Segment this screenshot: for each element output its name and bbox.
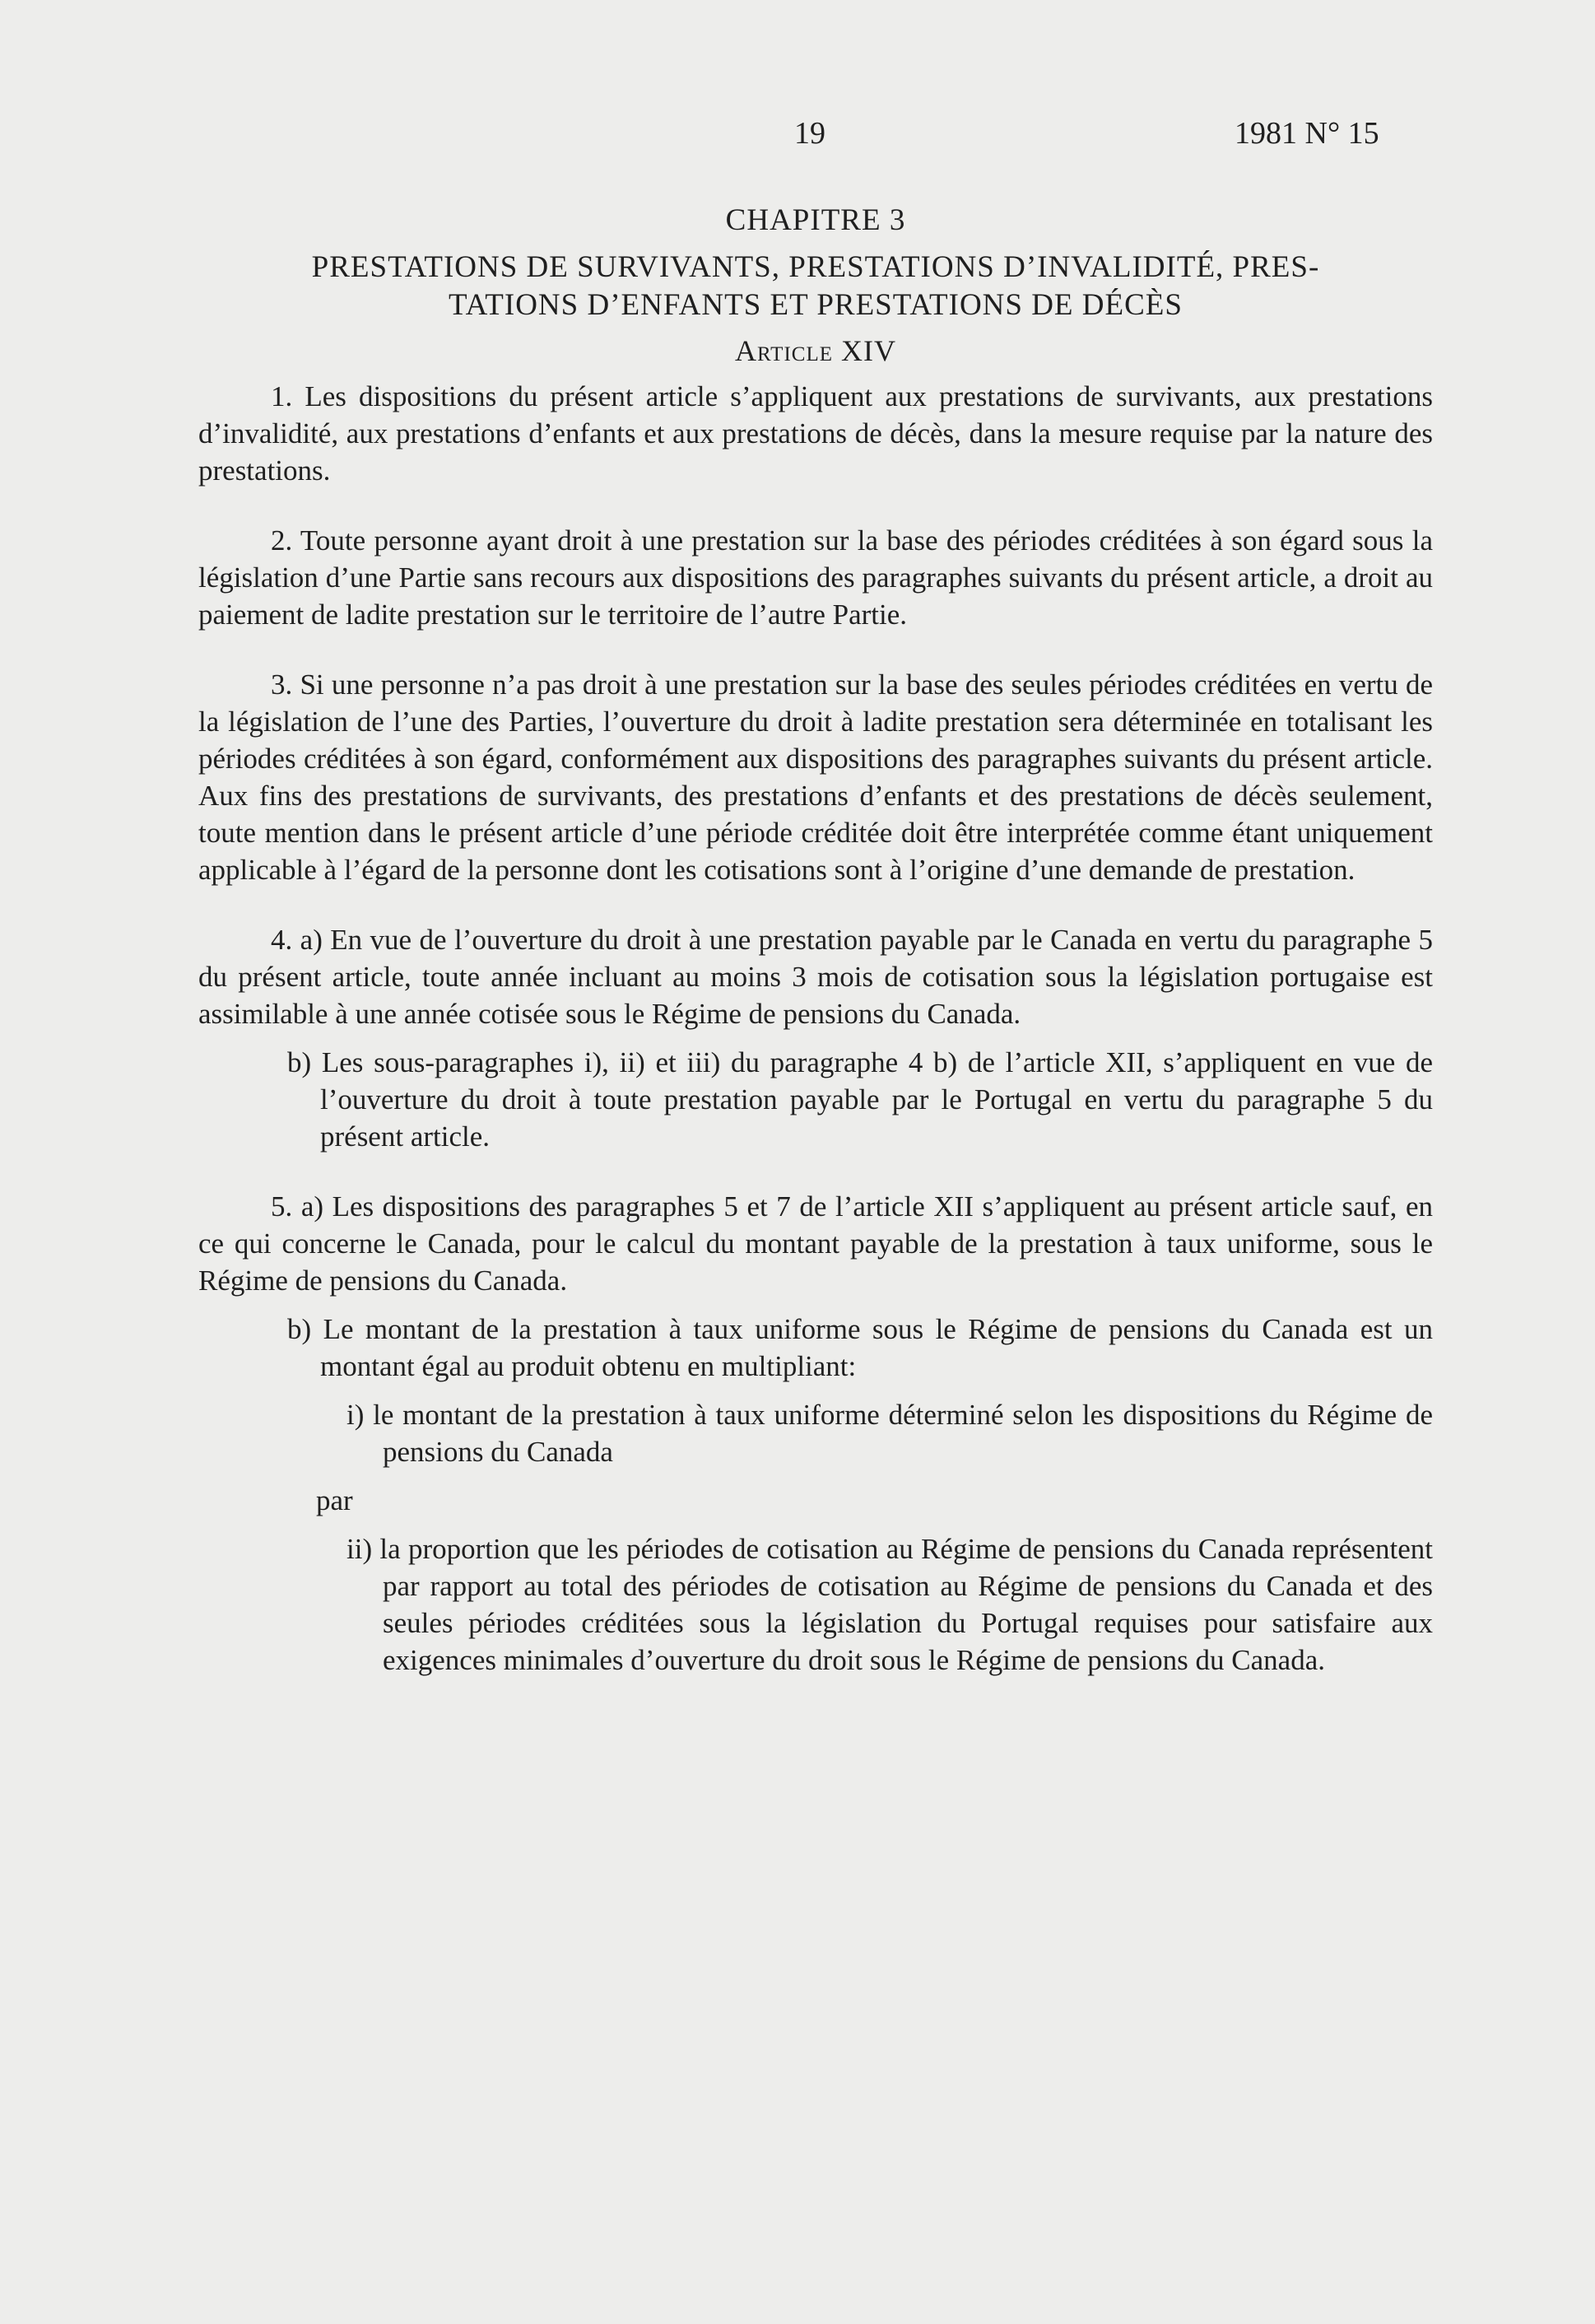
chapter-title-line: TATIONS D’ENFANTS ET PRESTATIONS DE DÉCÈS [449, 288, 1183, 322]
paragraph-4a: 4. a) En vue de l’ouverture du droit à une prestation payable par le Canada en vertu du paragraphe 5 du présent article, toute année incluant au moins 3 mois de cotisation sous la législation portugaise est assimilable à une année cotisée sous le Régime de pensions du Canada. [198, 924, 1433, 1030]
chapter-title [198, 249, 1433, 324]
paragraph-2: 2. Toute personne ayant droit à une prestation sur la base des périodes créditées à son égard sous la législation d’une Partie sans recours aux dispositions des paragraphes suivants du présent article, a droit au paiement de ladite prestation sur le territoire de l’autre Partie. [198, 524, 1433, 631]
paragraph-4b: b) Les sous-paragraphes i), ii) et iii) du paragraphe 4 b) de l’article XII, s’appliquent en vue de l’ouverture du droit à toute prestation payable par le Portugal en vertu du paragraphe 5 du présent article. [287, 1046, 1433, 1153]
article-heading: Article XIV [735, 334, 896, 367]
page-number: 19 [794, 116, 825, 151]
document-body [198, 202, 1433, 1679]
chapter-label: CHAPITRE 3 [725, 203, 906, 237]
paragraph-5b-i: i) le montant de la prestation à taux uniforme déterminé selon les dispositions du Régime de pensions du Canada [346, 1399, 1433, 1468]
statute-year-number: 1981 N° 15 [1235, 116, 1379, 151]
paragraph-3: 3. Si une personne n’a pas droit à une prestation sur la base des seules périodes créditées en vertu de la législation de l’une des Parties, l’ouverture du droit à ladite prestation sera déterminée en totalisant les périodes créditées à son égard, conformément aux dispositions des paragraphes suivants du présent article. Aux fins des prestations de survivants, des prestations d’enfants et des prestations de décès seulement, toute mention dans le présent article d’une période créditée doit être interprétée comme étant uniquement applicable à l’égard de la personne dont les cotisations sont à l’origine d’une demande de prestation. [198, 668, 1433, 886]
page-header [0, 115, 1595, 165]
paragraph-5b: b) Le montant de la prestation à taux uniforme sous le Régime de pensions du Canada est un montant égal au produit obtenu en multipliant: [287, 1313, 1433, 1382]
paragraph-5b-ii: ii) la proportion que les périodes de cotisation au Régime de pensions du Canada représentent par rapport au total des périodes de cotisation au Régime de pensions du Canada et des seules périodes créditées sous la législation du Portugal requises pour satisfaire aux exigences minimales d’ouverture du droit sous le Régime de pensions du Canada. [346, 1533, 1433, 1676]
paragraph-1: 1. Les dispositions du présent article s’appliquent aux prestations de survivants, aux prestations d’invalidité, aux prestations d’enfants et aux prestations de décès, dans la mesure requise par la nature des prestations. [198, 380, 1433, 487]
chapter-title-line: PRESTATIONS DE SURVIVANTS, PRESTATIONS D’INVALIDITÉ, PRES- [311, 250, 1320, 284]
paragraph-par: par [316, 1484, 353, 1516]
paragraph-5a: 5. a) Les dispositions des paragraphes 5 et 7 de l’article XII s’appliquent au présent article sauf, en ce qui concerne le Canada, pour le calcul du montant payable de la prestation à taux uniforme, sous le Régime de pensions du Canada. [198, 1190, 1433, 1297]
